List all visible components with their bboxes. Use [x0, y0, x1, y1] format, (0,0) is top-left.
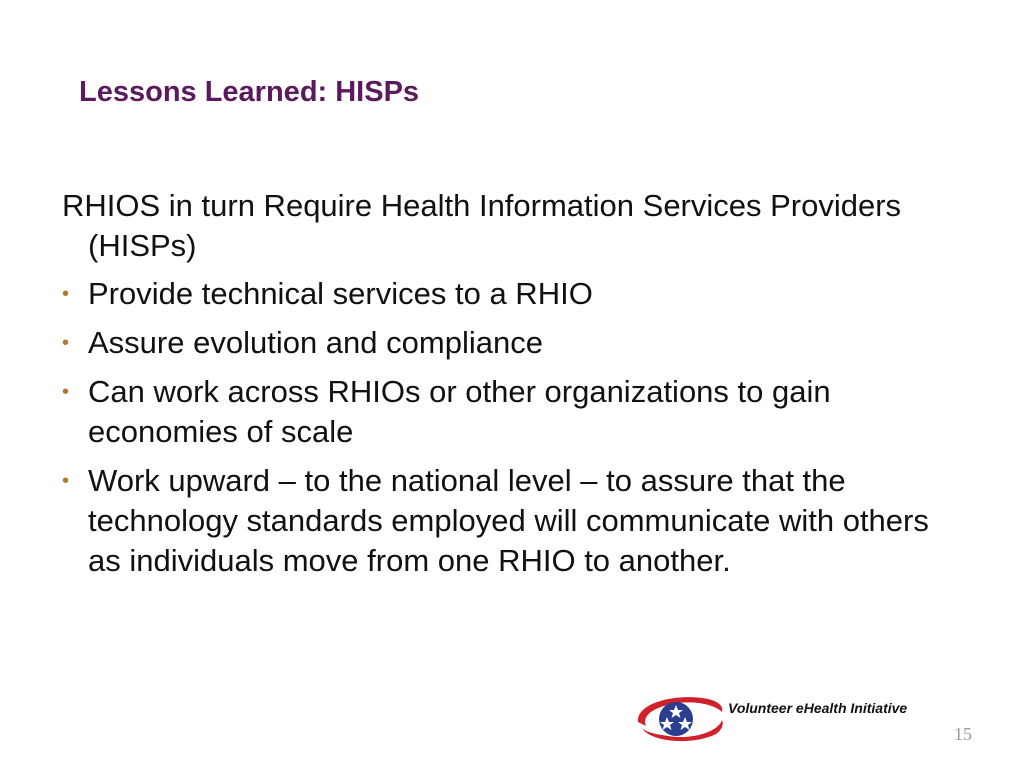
bullet-dot-icon: • — [62, 470, 70, 492]
bullet-item — [62, 323, 962, 363]
bullet-item — [62, 461, 962, 581]
bullet-dot-icon: • — [62, 381, 70, 403]
bullet-dot-icon: • — [62, 332, 70, 354]
footer-org-name: Volunteer eHealth Initiative — [728, 700, 908, 716]
bullet-text: Assure evolution and compliance — [88, 325, 543, 360]
bullet-text: Can work across RHIOs or other organizations to gain economies of scale — [88, 374, 831, 449]
bullet-list — [62, 274, 962, 581]
intro-paragraph: RHIOS in turn Require Health Information Services Providers (HISPs) — [62, 188, 902, 263]
slide-title: Lessons Learned: HISPs — [79, 76, 420, 108]
slide-body — [62, 186, 962, 590]
bullet-text: Provide technical services to a RHIO — [88, 276, 593, 311]
bullet-dot-icon: • — [62, 283, 70, 305]
bullet-item — [62, 274, 962, 314]
tennessee-tristar-swoosh-logo-icon — [632, 692, 726, 746]
bullet-text: Work upward – to the national level – to assure that the technology standards employed will communicate with others as individuals move from one RHIO to another. — [88, 463, 929, 578]
bullet-item — [62, 372, 962, 452]
page-number: 15 — [954, 724, 972, 744]
